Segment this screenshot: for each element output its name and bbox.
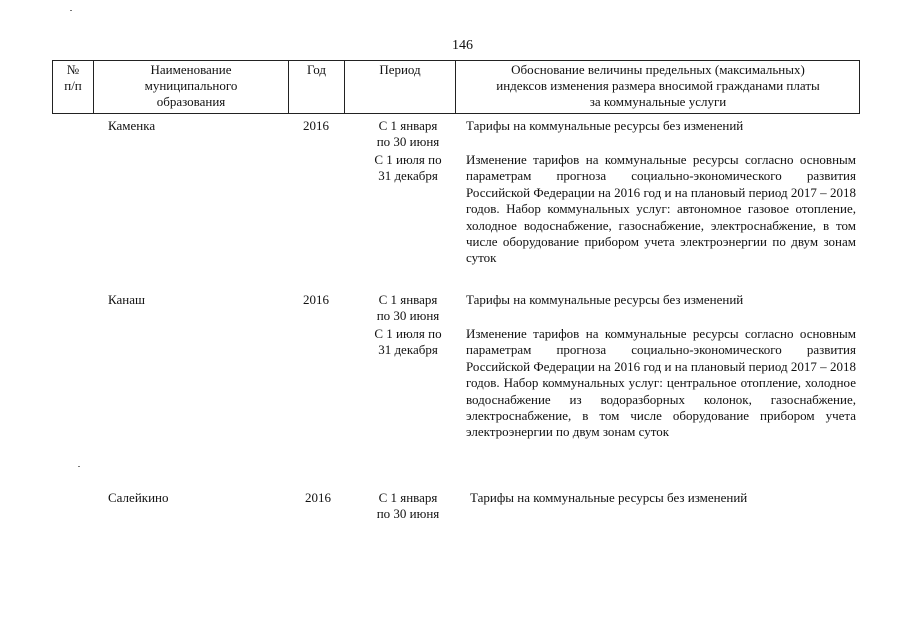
period-cell: С 1 января по 30 июня (376, 490, 440, 522)
page-number: 146 (452, 38, 473, 53)
header-justification: Обоснование величины предельных (максимальных) индексов изменения размера вносимой гражданами платы за коммунальные услуги (496, 62, 820, 109)
period-cell: С 1 июля по 31 декабря (374, 152, 442, 184)
year-cell: 2016 (303, 118, 329, 133)
header-number: № п/п (64, 62, 82, 93)
header-year: Год (306, 62, 327, 77)
municipality-name: Каменка (108, 118, 156, 133)
year-cell: 2016 (305, 490, 331, 505)
justification-cell: Изменение тарифов на коммунальные ресурсы согласно основным параметрам прогноза социально-экономического развития Российской Федерации на 2016 год и на плановый период 2017 – 2018 годов. Набор коммунальных услуг: центральное отопление, холодное водоснабжение из водоразборных колонок, газоснабжение, электроснабжение, в том числе оборудование прибором учета электроэнергии по двум зонам суток (466, 326, 856, 440)
period-cell: С 1 июля по 31 декабря (374, 326, 442, 358)
column-divider (455, 60, 456, 114)
header-municipality: Наименование муниципального образования (144, 62, 238, 109)
municipality-name: Салейкино (108, 490, 169, 505)
justification-cell: Изменение тарифов на коммунальные ресурсы согласно основным параметрам прогноза социально-экономического развития Российской Федерации на 2016 год и на плановый период 2017 – 2018 годов. Набор коммунальных услуг: автономное газовое отопление, холодное водоснабжение, газоснабжение, электроснабжение, в том числе оборудование прибором учета электроэнергии по двум зонам суток (466, 152, 856, 266)
justification-cell: Тарифы на коммунальные ресурсы без изменений (466, 118, 744, 133)
period-cell: С 1 января по 30 июня (376, 118, 440, 150)
header-period: Период (379, 62, 421, 77)
scan-speck (70, 10, 72, 11)
municipality-name: Канаш (108, 292, 146, 307)
period-cell: С 1 января по 30 июня (376, 292, 440, 324)
scan-speck (78, 466, 80, 467)
year-cell: 2016 (303, 292, 329, 307)
justification-cell: Тарифы на коммунальные ресурсы без изменений (466, 292, 744, 307)
justification-cell: Тарифы на коммунальные ресурсы без изменений (470, 490, 748, 505)
